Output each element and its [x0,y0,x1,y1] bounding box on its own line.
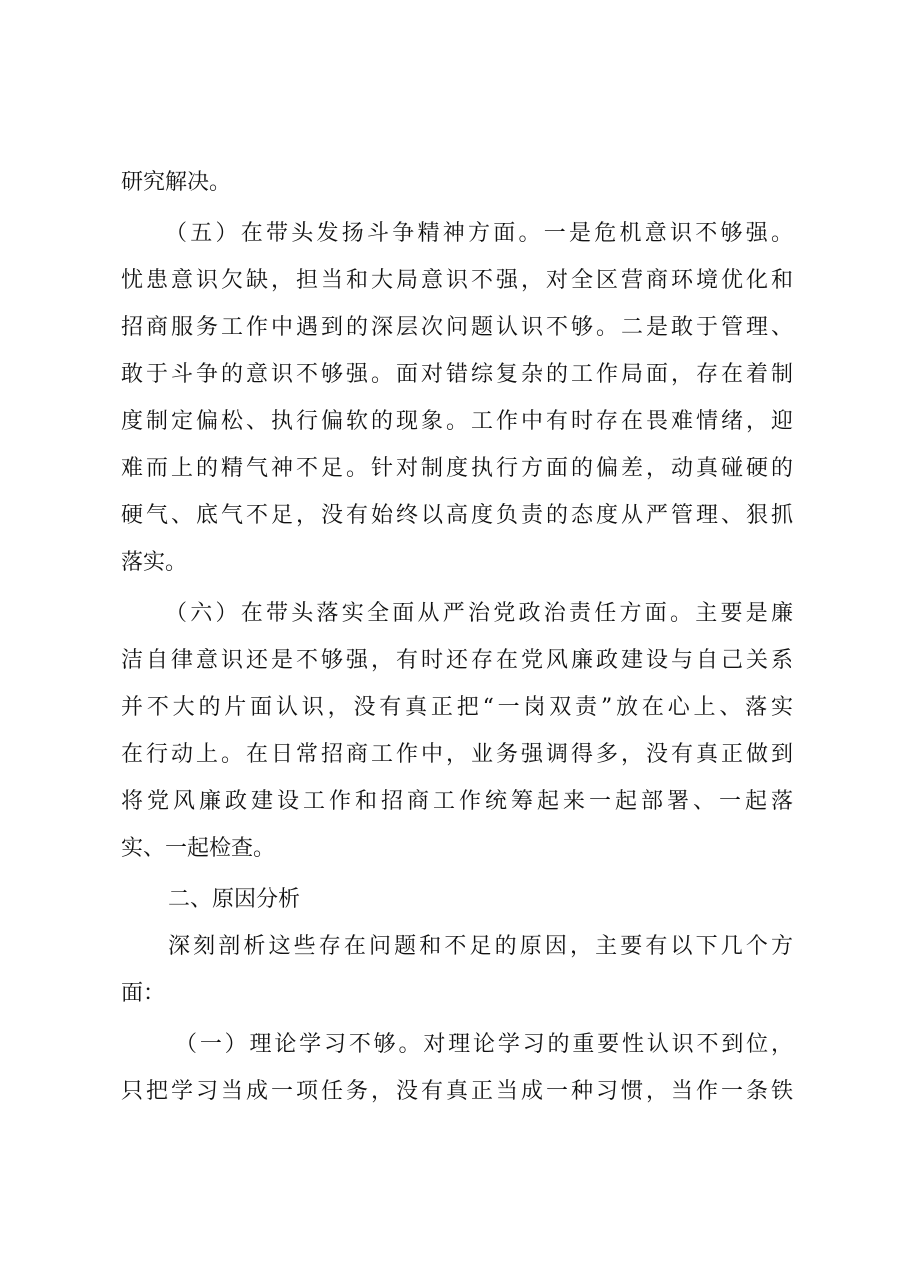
text-line: 深刻剖析这些存在问题和不足的原因，主要有以下几个方 [168,934,793,959]
text-line: 招商服务工作中遇到的深层次问题认识不够。二是敢于管理、 [121,315,793,340]
subsection-one-heading-line: （一）理论学习不够。对理论学习的重要性认识不到位， [175,1032,793,1057]
text-line: 实、一起检查。 [121,836,276,861]
text-line: 难而上的精气神不足。针对制度执行方面的偏差，动真碰硬的 [121,456,793,481]
text-line: 将党风廉政建设工作和招商工作统筹起来一起部署、一起落 [121,789,793,814]
section-five-heading-line: （五）在带头发扬斗争精神方面。一是危机意识不够强。 [165,221,793,246]
text-line: 度制定偏松、执行偏软的现象。工作中有时存在畏难情绪，迎 [121,409,793,434]
text-line: 敢于斗争的意识不够强。面对错综复杂的工作局面，存在着制 [121,362,793,387]
section-six-heading-line: （六）在带头落实全面从严治党政治责任方面。主要是廉 [165,601,793,626]
text-line: 面： [121,981,166,1006]
text-line: 洁自律意识还是不够强，有时还存在党风廉政建设与自己关系 [121,648,793,673]
text-line: 落实。 [121,550,188,575]
text-line: 并不大的片面认识，没有真正把“一岗双责”放在心上、落实 [121,695,793,720]
text-line: 只把学习当成一项任务，没有真正当成一种习惯，当作一条铁 [121,1079,793,1104]
text-line: 忧患意识欠缺，担当和大局意识不强，对全区营商环境优化和 [121,268,793,293]
text-line: 在行动上。在日常招商工作中，业务强调得多，没有真正做到 [121,742,793,767]
text-line: 硬气、底气不足，没有始终以高度负责的态度从严管理、狠抓 [121,503,793,528]
text-line: 研究解决。 [121,170,232,195]
section-heading-cause-analysis: 二、原因分析 [168,887,301,912]
